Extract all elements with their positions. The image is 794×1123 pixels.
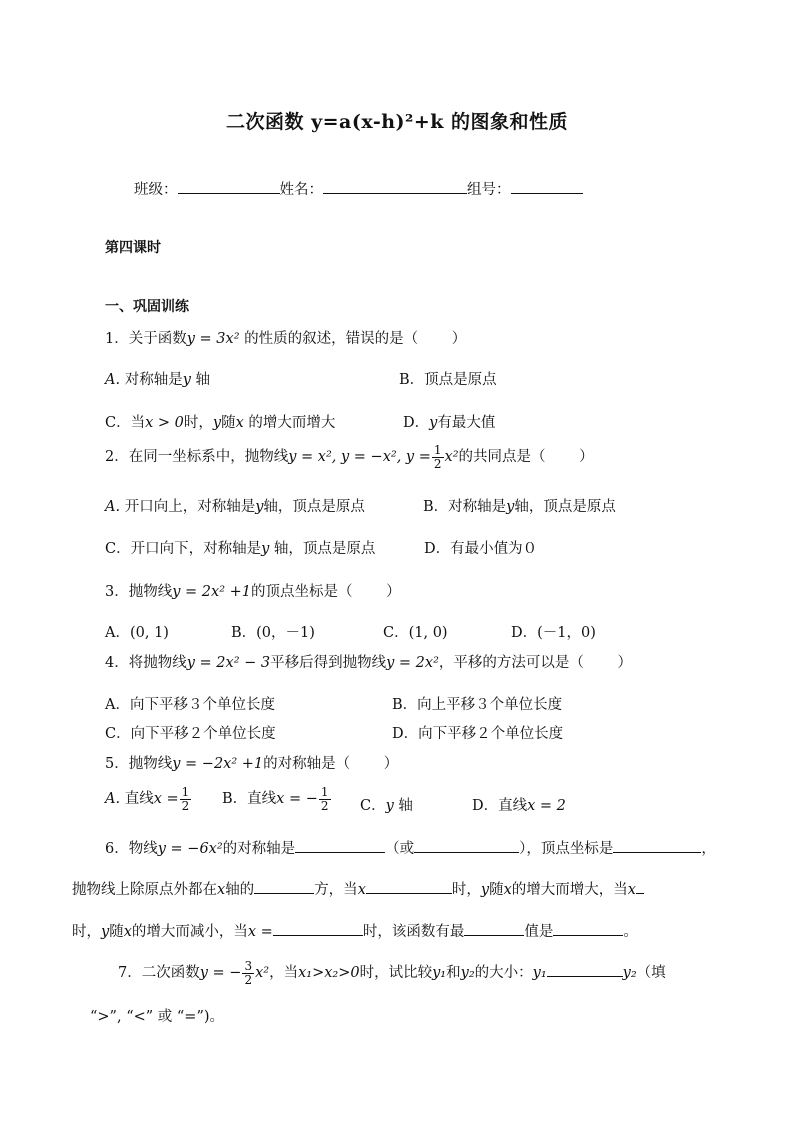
q3-option-d[interactable]: D．(－1，0) [511, 625, 596, 641]
q3-option-a[interactable]: A．(0, 1) [105, 625, 169, 641]
q6-blank-axis-alt[interactable] [414, 838, 519, 853]
q6-line-2: 抛物线上除原点外都在x轴的 方，当x 时，y随x的增大而增大，当x [72, 878, 644, 899]
q1-option-d[interactable]: D．y有最大值 [403, 415, 496, 431]
q4-stem: 4．将抛物线y = 2x² − 3平移后得到抛物线y = 2x²，平移的方法可以是（ ） [105, 655, 632, 671]
q7-line-2: “>”, “<” 或 “=”)。 [90, 1009, 225, 1025]
q6-blank-axis[interactable] [295, 838, 385, 853]
q3-option-c[interactable]: C．(1, 0) [383, 625, 448, 641]
q7-line-1: 7．二次函数y = − $\frac{3}{2}$ x²，当x₁>x₂>0时，试比较y₁和y₂的大小：y₁ y₂（填 [118, 959, 666, 987]
q6-blank-decrease[interactable] [636, 879, 644, 894]
q4-option-b[interactable]: B．向上平移３个单位长度 [392, 697, 563, 713]
class-field[interactable] [178, 179, 280, 194]
q1-option-c[interactable]: C．当x > 0时，y随x 的增大而增大 [105, 415, 336, 431]
q1-option-a[interactable]: A. 对称轴是y 轴 [105, 372, 211, 388]
group-field[interactable] [511, 179, 583, 194]
q5-stem: 5．抛物线y = −2x² +1的对称轴是（ ） [105, 756, 399, 772]
q6-line-3: 时，y随x的增大而减小，当x = 时，该函数有最 值是 。 [72, 920, 638, 941]
q4-option-c[interactable]: C．向下平移２个单位长度 [105, 726, 276, 742]
q5-option-d[interactable]: D．直线x = 2 [472, 798, 566, 814]
q1-stem: 1．关于函数y = 3x² 的性质的叙述，错误的是（ ） [105, 331, 467, 347]
section-heading: 一、巩固训练 [105, 299, 189, 315]
q2-option-c[interactable]: C．开口向下，对称轴是y 轴，顶点是原点 [105, 541, 376, 557]
q4-option-d[interactable]: D．向下平移２个单位长度 [392, 726, 564, 742]
q6-blank-side[interactable] [254, 879, 314, 894]
q3-stem: 3．抛物线y = 2x² +1的顶点坐标是（ ） [105, 584, 401, 600]
q7-blank-compare[interactable] [547, 962, 623, 977]
q5-option-b[interactable]: B．直线x = − $\frac{1}{2}$ [222, 785, 329, 813]
q2-stem: 2．在同一坐标系中，抛物线y = x², y = −x², y = $\frac{1}{2}$ x²的共同点是（ ） [105, 443, 594, 471]
name-field[interactable] [323, 179, 467, 194]
group-label: 组号： [467, 182, 511, 198]
name-label: 姓名： [279, 182, 323, 198]
q6-blank-x-value[interactable] [273, 921, 363, 936]
q6-blank-vertex[interactable] [613, 838, 701, 853]
q1-option-b[interactable]: B．顶点是原点 [399, 372, 497, 388]
q2-option-d[interactable]: D．有最小值为０ [424, 541, 538, 557]
q5-option-a[interactable]: A. 直线x = $\frac{1}{2}$ [105, 785, 190, 813]
lesson-heading: 第四课时 [105, 240, 161, 256]
page-title: 二次函数 y=a(x-h)²+k 的图象和性质 [225, 111, 569, 133]
q4-option-a[interactable]: A．向下平移３个单位长度 [105, 697, 275, 713]
q6-blank-value[interactable] [553, 921, 623, 936]
q3-option-b[interactable]: B．(0，－1) [231, 625, 315, 641]
q5-option-c[interactable]: C．y 轴 [360, 798, 413, 814]
q2-option-b[interactable]: B．对称轴是y轴，顶点是原点 [423, 499, 616, 515]
fraction-half: $\frac{1}{2}$ [433, 443, 442, 471]
q6-blank-increase[interactable] [366, 879, 452, 894]
q2-option-a[interactable]: A. 开口向上，对称轴是y轴，顶点是原点 [105, 499, 365, 515]
q6-line-1: 6．物线y = −6x²的对称轴是 （或 ），顶点坐标是 ， [105, 837, 716, 858]
header-fields [134, 178, 583, 199]
class-label: 班级： [134, 182, 178, 198]
q1-formula: y = 3x² [186, 331, 240, 347]
q6-blank-extreme[interactable] [464, 921, 524, 936]
